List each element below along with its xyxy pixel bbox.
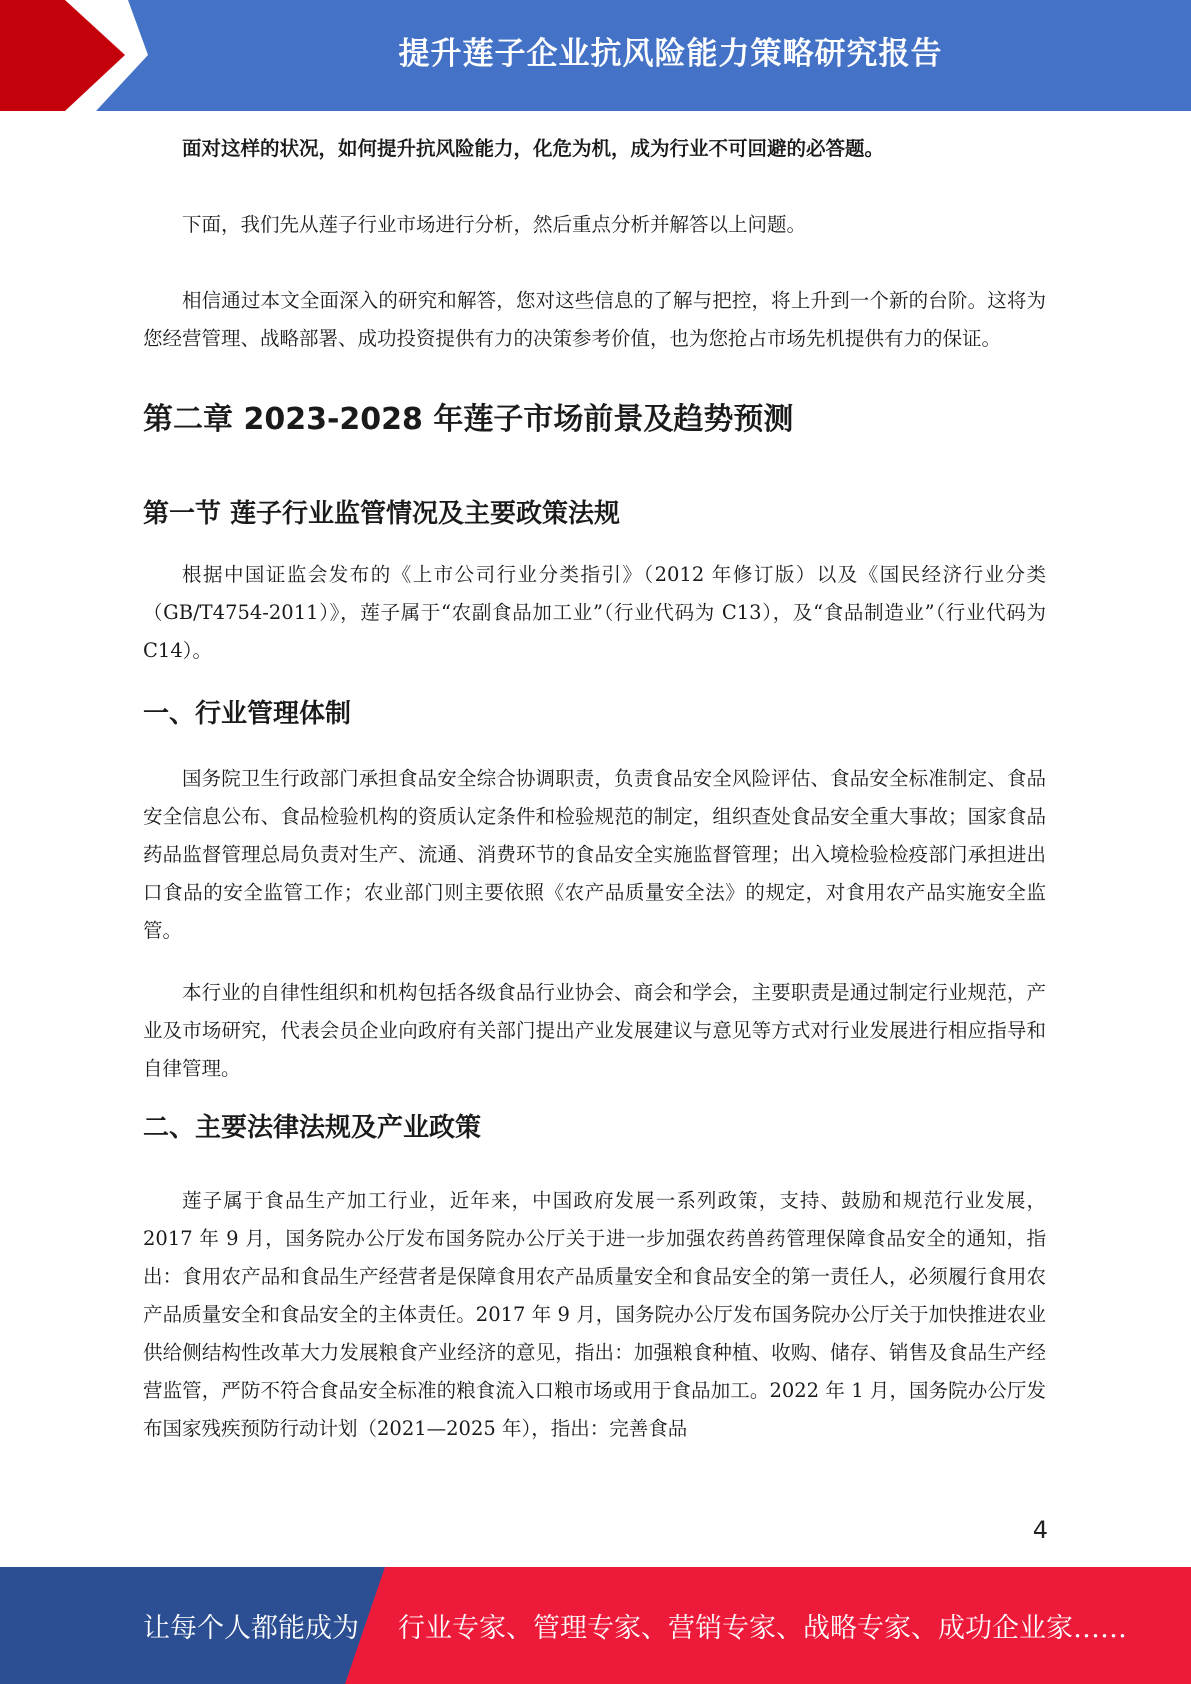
section-paragraph: 根据中国证监会发布的《上市公司行业分类指引》（2012 年修订版）以及《国民经济行业分类（GB/T4754-2011）》，莲子属于“农副食品加工业”（行业代码为 C13），及“食品制造业”（行业代码为 C14）。 bbox=[143, 563, 1046, 662]
subsection-title-1: 一、行业管理体制 bbox=[143, 699, 352, 729]
page-number: 4 bbox=[1032, 1516, 1048, 1544]
subsection-title-2: 二、主要法律法规及产业政策 bbox=[143, 1113, 482, 1143]
chapter-title: 第二章 2023-2028 年莲子市场前景及趋势预测 bbox=[143, 402, 794, 437]
section-title: 第一节 莲子行业监管情况及主要政策法规 bbox=[143, 499, 621, 529]
footer-slogan-right: 行业专家、管理专家、营销专家、战略专家、成功企业家…… bbox=[398, 1613, 1127, 1644]
report-title: 提升莲子企业抗风险能力策略研究报告 bbox=[398, 35, 943, 72]
intro-paragraph-3: 相信通过本文全面深入的研究和解答，您对这些信息的了解与把控，将上升到一个新的台阶。这将为您经营管理、战略部署、成功投资提供有力的决策参考价值，也为您抢占市场先机提供有力的保证。 bbox=[143, 289, 1046, 350]
subsection-1-paragraph-1: 国务院卫生行政部门承担食品安全综合协调职责，负责食品安全风险评估、食品安全标准制定、食品安全信息公布、食品检验机构的资质认定条件和检验规范的制定，组织查处食品安全重大事故；国家食品药品监督管理总局负责对生产、流通、消费环节的食品安全实施监督管理；出入境检验检疫部门承担进出口食品的安全监管工作；农业部门则主要依照《农产品质量安全法》的规定，对食用农产品实施安全监管。 bbox=[143, 767, 1046, 942]
page-footer bbox=[0, 1567, 1191, 1684]
footer-slogan-left: 让每个人都能成为 bbox=[143, 1613, 359, 1644]
page-body bbox=[143, 126, 1046, 1448]
page-header bbox=[0, 0, 1191, 111]
subsection-2-paragraph-1: 莲子属于食品生产加工行业，近年来，中国政府发展一系列政策，支持、鼓励和规范行业发展，2017 年 9 月，国务院办公厅发布国务院办公厅关于进一步加强农药兽药管理保障食品安全的通知，指出：食用农产品和食品生产经营者是保障食用农产品质量安全和食品安全的第一责任人，必须履行食用农产品质量安全和食品安全的主体责任。2017 年 9 月，国务院办公厅发布国务院办公厅关于加快推进农业供给侧结构性改革大力发展粮食产业经济的意见，指出：加强粮食种植、收购、储存、销售及食品生产经营监管，严防不符合食品安全标准的粮食流入口粮市场或用于食品加工。2022 年 1 月，国务院办公厅发布国家残疾预防行动计划（2021—2025 年），指出：完善食品 bbox=[143, 1189, 1046, 1440]
intro-paragraph-2: 下面，我们先从莲子行业市场进行分析，然后重点分析并解答以上问题。 bbox=[182, 213, 807, 236]
intro-bold-paragraph: 面对这样的状况，如何提升抗风险能力，化危为机，成为行业不可回避的必答题。 bbox=[182, 137, 885, 160]
subsection-1-paragraph-2: 本行业的自律性组织和机构包括各级食品行业协会、商会和学会，主要职责是通过制定行业规范，产业及市场研究，代表会员企业向政府有关部门提出产业发展建议与意见等方式对行业发展进行相应指导和自律管理。 bbox=[143, 981, 1046, 1080]
